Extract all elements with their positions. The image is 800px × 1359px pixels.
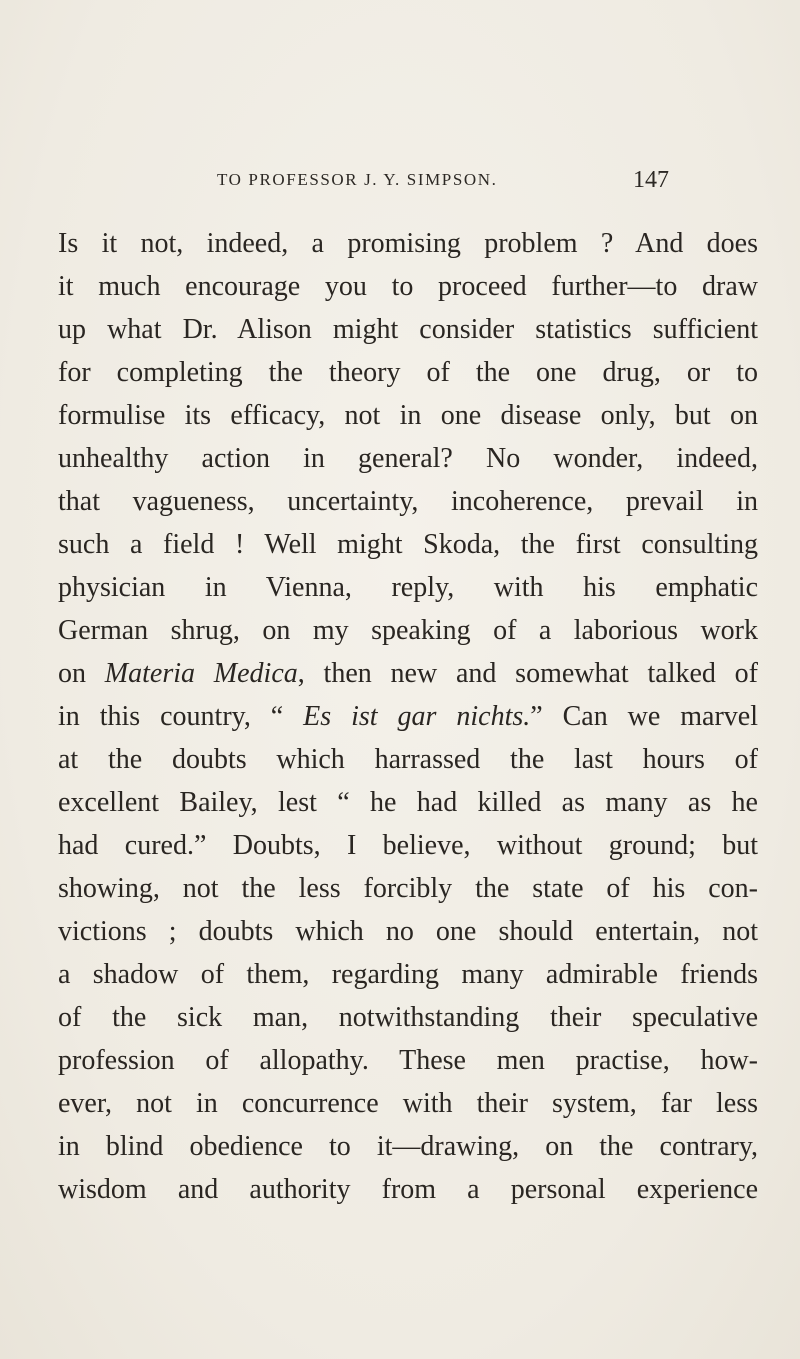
text-line: showing, not the less forcibly the state of his con- bbox=[58, 873, 758, 904]
text-line: physician in Vienna, reply, with his emphatic bbox=[58, 572, 758, 603]
text-line: profession of allopathy. These men practise, how- bbox=[58, 1045, 758, 1076]
text-line: a shadow of them, regarding many admirable friends bbox=[58, 959, 758, 990]
italic-phrase: Materia Medica bbox=[104, 658, 298, 689]
text-line: unhealthy action in general? No wonder, indeed, bbox=[58, 443, 758, 474]
text-line: had cured.” Doubts, I believe, without ground; but bbox=[58, 830, 758, 861]
running-title: TO PROFESSOR J. Y. SIMPSON. bbox=[217, 170, 498, 189]
running-head bbox=[0, 167, 800, 197]
text-line: in this country, “ Es ist gar nichts.” Can we marvel bbox=[58, 701, 759, 732]
text-line: Is it not, indeed, a promising problem ? And does bbox=[58, 228, 758, 259]
text-line: wisdom and authority from a personal experience bbox=[58, 1174, 758, 1205]
page-number: 147 bbox=[633, 167, 669, 193]
italic-phrase: Es ist gar nichts. bbox=[303, 701, 531, 732]
text-line: victions ; doubts which no one should entertain, not bbox=[58, 916, 758, 947]
text-line: at the doubts which harrassed the last hours of bbox=[58, 744, 758, 775]
text-line: ever, not in concurrence with their system, far less bbox=[58, 1088, 758, 1119]
text-line: for completing the theory of the one drug, or to bbox=[58, 357, 758, 388]
text-line: in blind obedience to it—drawing, on the contrary, bbox=[58, 1131, 758, 1162]
text-line: up what Dr. Alison might consider statistics sufficient bbox=[58, 314, 758, 345]
text-line: such a field ! Well might Skoda, the first consulting bbox=[58, 529, 758, 560]
text-line: it much encourage you to proceed further—to draw bbox=[58, 271, 758, 302]
text-line: formulise its efficacy, not in one disease only, but on bbox=[58, 400, 758, 431]
text-line: excellent Bailey, lest “ he had killed as many as he bbox=[58, 787, 758, 818]
text-line: on Materia Medica, then new and somewhat talked of bbox=[58, 658, 759, 689]
text-line: German shrug, on my speaking of a laborious work bbox=[58, 615, 758, 646]
text-line: that vagueness, uncertainty, incoherence, prevail in bbox=[58, 486, 758, 517]
text-line: of the sick man, notwithstanding their speculative bbox=[58, 1002, 758, 1033]
